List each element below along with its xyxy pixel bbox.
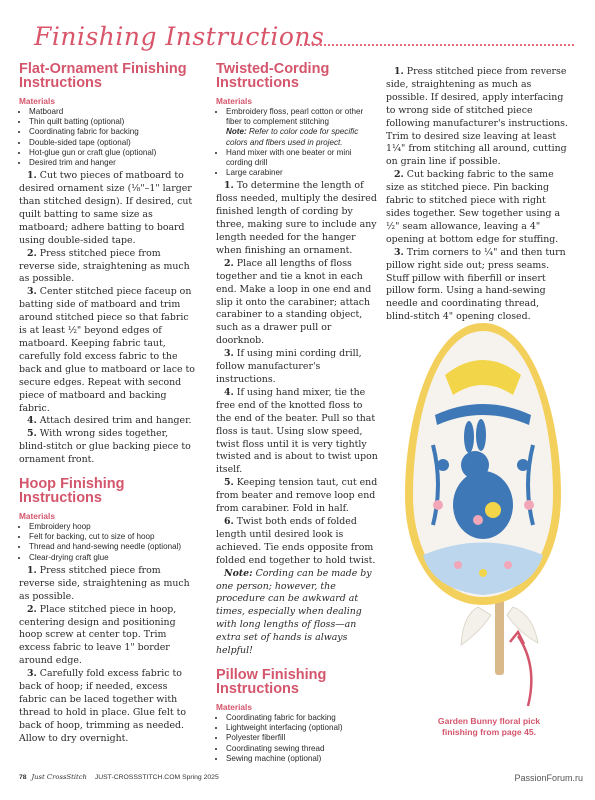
- step: 2. Place all lengths of floss together and tie a knot in each end. Make a loop in one end and slip it onto the carabiner; attach carabiner to a standing object, such as a drawer pull or doorknob.: [216, 257, 372, 347]
- garden-bunny-egg-image: [383, 315, 583, 685]
- list-item: • Hand mixer with one beater or mini cording drill: [226, 148, 380, 168]
- bunny-ear: [464, 421, 474, 453]
- list-item: • Embroidery hoop: [29, 522, 195, 532]
- issue: Spring 2025: [182, 774, 219, 781]
- materials-list: [19, 107, 195, 168]
- hoop-section: [19, 477, 195, 746]
- step: 2. Press stitched piece from reverse side, straightening as much as possible.: [19, 247, 190, 285]
- materials-heading: Materials: [19, 96, 55, 106]
- twisted-cording-section: [216, 62, 380, 658]
- cording-note: Note: Cording can be made by one person; however, the procedure can be awkward at times, especially when dealing with long lengths of floss—an extra set of hands is always helpful!: [216, 567, 372, 657]
- materials-heading: Materials: [19, 511, 55, 522]
- page-title: Finishing Instructions: [34, 22, 325, 51]
- header-dotted-rule: [296, 44, 574, 46]
- column-left: [19, 62, 195, 756]
- column-middle: [216, 62, 380, 774]
- flower-decor: [433, 500, 443, 510]
- step: 4. Attach desired trim and hanger.: [27, 415, 192, 427]
- bunny-head: [461, 451, 489, 479]
- arrow-icon: [488, 626, 548, 711]
- list-item: • Sewing machine (optional): [226, 754, 380, 764]
- page-header: [34, 22, 574, 52]
- list-item: • Thread and hand-sewing needle (optional): [29, 542, 195, 552]
- bunny-body: [453, 471, 513, 539]
- flower-decor: [504, 561, 512, 569]
- list-item: • Lightweight interfacing (optional): [226, 723, 380, 733]
- bunny-ear: [476, 419, 486, 451]
- magazine-name: Just CrossStitch: [31, 773, 87, 781]
- egg-illustration: [383, 315, 583, 685]
- step: 2. Place stitched piece in hoop, centering design and positioning hoop screw at center top. Trim excess fabric to leave 1" border around edge.: [19, 603, 177, 667]
- image-caption: Garden Bunny floral pick finishing from page 45.: [437, 716, 541, 737]
- step: 2. Cut backing fabric to the same size as stitched piece. Pin backing fabric to stitched piece with right sides together. Sew together using a ½" seam allowance, leaving a 4" opening at bottom edge for stuffing.: [386, 169, 561, 245]
- leaf-decor: [517, 459, 529, 471]
- list-item: • Large carabiner: [226, 168, 380, 178]
- step: 5. Keeping tension taut, cut end from beater and remove loop end from carabiner. Fold in half.: [216, 477, 378, 515]
- step: 1. To determine the length of floss needed, multiply the desired finished length of cording by three, making sure to include any length needed for the hanger when finishing an ornament.: [216, 180, 377, 256]
- flat-ornament-section: [19, 62, 195, 467]
- materials-heading: Materials: [216, 96, 252, 106]
- page-number: 78: [19, 774, 27, 781]
- materials-list: [216, 713, 380, 764]
- list-item: • Desired trim and hanger: [29, 158, 195, 168]
- leaf-decor: [437, 459, 449, 471]
- page-footer: [19, 773, 219, 781]
- list-item: • Coordinating fabric for backing: [29, 127, 195, 137]
- materials-list: [19, 522, 195, 563]
- list-item: • Felt for backing, cut to size of hoop: [29, 532, 195, 542]
- step: 3. Center stitched piece faceup on batting side of matboard and trim around stitched piece so that fabric is at least ½" beyond edges of matboard. Keeping fabric taut, carefully fold excess fabric to the back and glue to matboard or lace to secure edges. Repeat with second piece of matboard and backing fabric.: [19, 286, 195, 414]
- materials-heading: Materials: [216, 701, 252, 712]
- list-item: • Thin quilt batting (optional): [29, 117, 195, 127]
- step: 3. Trim corners to ¼" and then turn pillow right side out; press seams. Stuff pillow with fiberfill or insert pillow form. Using a hand-sewing needle and coordinating thread, blind-stitch 4" opening closed.: [386, 246, 566, 323]
- list-item: • Polyester fiberfill: [226, 733, 380, 743]
- section-title: Twisted-Cording Instructions: [216, 61, 330, 91]
- flower-decor: [473, 515, 483, 525]
- step: 3. Carefully fold excess fabric to back of hoop; if needed, excess fabric can be laced together with thread to hold in place. Glue felt to back of hoop, trimming as needed. Allow to dry overnight.: [19, 668, 187, 744]
- step: 6. Twist both ends of folded length until desired look is achieved. Tie ends opposite from folded end together to hold twist.: [216, 515, 376, 566]
- watermark: PassionForum.ru: [514, 773, 583, 783]
- list-item: • Matboard: [29, 107, 195, 117]
- list-item: • Coordinating sewing thread: [226, 744, 380, 754]
- list-item: • Coordinating fabric for backing: [226, 713, 380, 723]
- flower-decor: [454, 561, 462, 569]
- flower-decor: [479, 569, 487, 577]
- list-item: • Embroidery floss, pearl cotton or other fiber to complement stitching Note: Refer to color code for specific colors and fibers used in project.: [226, 107, 380, 148]
- step: 3. If using mini cording drill, follow manufacturer's instructions.: [216, 348, 362, 386]
- section-title: Pillow Finishing Instructions: [216, 666, 327, 697]
- section-title: Hoop Finishing Instructions: [19, 476, 125, 507]
- flower-decor: [524, 500, 534, 510]
- step: 5. With wrong sides together, blind-stitch or glue backing piece to ornament front.: [19, 428, 191, 466]
- materials-list: [216, 107, 380, 178]
- section-title: Flat-Ornament Finishing Instructions: [19, 61, 187, 91]
- pillow-materials-section: [216, 668, 380, 764]
- step: 4. If using hand mixer, tie the free end of the knotted floss to the end of the beater. Pull so that floss is taut. Using slow speed, twist floss until it is very tightly twisted and is about to twist upon itself.: [216, 386, 378, 476]
- step: 1. Press stitched piece from reverse side, straightening as much as possible.: [19, 564, 190, 602]
- list-item: • Clear-drying craft glue: [29, 553, 195, 563]
- ribbon-bow: [461, 607, 491, 645]
- list-item: • Hot-glue gun or craft glue (optional): [29, 148, 195, 158]
- list-item: • Double-sided tape (optional): [29, 138, 195, 148]
- flower-decor: [485, 502, 501, 518]
- website: JUST-CROSSSTITCH.COM: [94, 774, 181, 781]
- step: 1. Press stitched piece from reverse side, straightening as much as possible. If desired, apply interfacing to wrong side of stitched piece following manufacturer's instructions. Trim to desired size leaving at least 1¼" from stitching all around, cutting on grain line if possible.: [386, 66, 568, 168]
- step: 1. Cut two pieces of matboard to desired ornament size (⅛"–1" larger than stitched design). If desired, cut quilt batting to same size as matboard; adhere batting to board using double-sided tape.: [19, 170, 193, 246]
- column-right: [386, 66, 568, 324]
